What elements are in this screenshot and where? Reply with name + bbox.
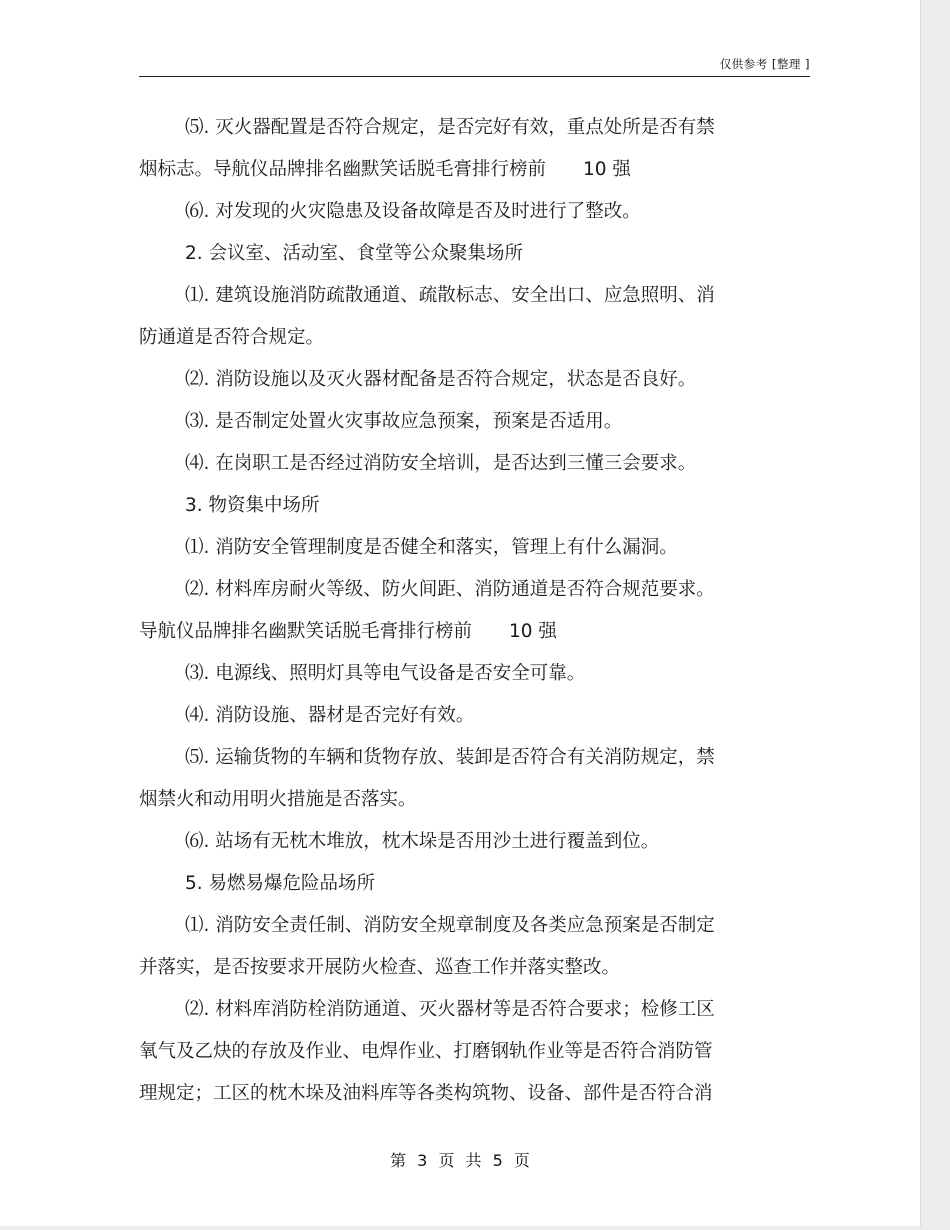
header-divider	[139, 76, 810, 77]
text-line: 3. 物资集中场所	[185, 495, 320, 516]
page-footer: 第 3 页 共 5 页	[390, 1151, 530, 1170]
text-line: ⑸. 运输货物的车辆和货物存放、装卸是否符合有关消防规定，禁	[185, 747, 715, 768]
text-line: ⑴. 消防安全责任制、消防安全规章制度及各类应急预案是否制定	[185, 915, 715, 936]
text-line: ⑴. 消防安全管理制度是否健全和落实，管理上有什么漏洞。	[185, 537, 678, 558]
text-line: ⑶. 电源线、照明灯具等电气设备是否安全可靠。	[185, 663, 586, 684]
text-line: 烟标志。导航仪品牌排名幽默笑话脱毛膏排行榜前 10 强	[139, 159, 631, 180]
text-line: ⑵. 消防设施以及灭火器材配备是否符合规定，状态是否良好。	[185, 369, 697, 390]
text-line: ⑴. 建筑设施消防疏散通道、疏散标志、安全出口、应急照明、消	[185, 285, 715, 306]
text-line: ⑵. 材料库消防栓消防通道、灭火器材等是否符合要求；检修工区	[185, 999, 715, 1020]
text-line: ⑷. 消防设施、器材是否完好有效。	[185, 705, 475, 726]
text-line: 5. 易燃易爆危险品场所	[185, 873, 376, 894]
text-line: ⑷. 在岗职工是否经过消防安全培训，是否达到三懂三会要求。	[185, 453, 697, 474]
text-line: 理规定；工区的枕木垛及油料库等各类构筑物、设备、部件是否符合消	[139, 1083, 713, 1104]
text-line: 并落实，是否按要求开展防火检查、巡查工作并落实整改。	[139, 957, 621, 978]
text-line: ⑵. 材料库房耐火等级、防火间距、消防通道是否符合规范要求。	[185, 579, 715, 600]
text-line: 2. 会议室、活动室、食堂等公众聚集场所	[185, 243, 524, 264]
text-line: 烟禁火和动用明火措施是否落实。	[139, 789, 417, 810]
text-line: 氧气及乙炔的存放及作业、电焊作业、打磨钢轨作业等是否符合消防管	[139, 1041, 713, 1062]
text-line: ⑹. 对发现的火灾隐患及设备故障是否及时进行了整改。	[185, 201, 641, 222]
document-body	[139, 107, 771, 1115]
text-line: 导航仪品牌排名幽默笑话脱毛膏排行榜前 10 强	[139, 621, 557, 642]
text-line: ⑶. 是否制定处置火灾事故应急预案，预案是否适用。	[185, 411, 623, 432]
page-header-note: 仅供参考 [整理 ]	[719, 57, 810, 71]
text-line: ⑹. 站场有无枕木堆放，枕木垛是否用沙土进行覆盖到位。	[185, 831, 660, 852]
text-line: ⑸. 灭火器配置是否符合规定，是否完好有效，重点处所是否有禁	[185, 117, 715, 138]
text-line: 防通道是否符合规定。	[139, 327, 325, 348]
